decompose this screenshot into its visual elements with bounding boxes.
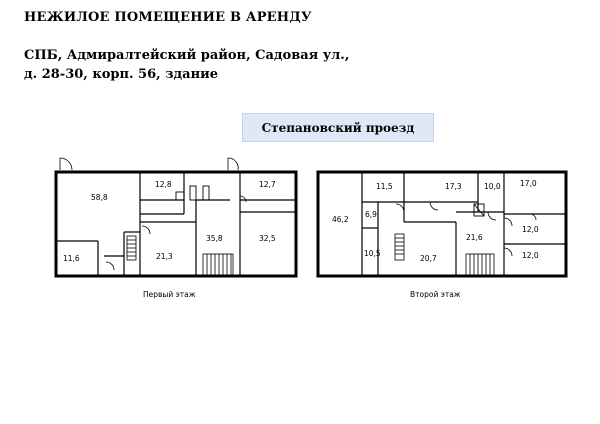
room-area-17-3: 17,3 [445, 182, 462, 191]
room-area-10-5: 10,5 [364, 249, 381, 258]
room-area-21-6: 21,6 [466, 233, 483, 242]
room-area-10-0: 10,0 [484, 182, 501, 191]
address-line-2: д. 28-30, корп. 56, здание [24, 67, 219, 82]
second-floor-room-labels [332, 179, 539, 263]
second-floor-caption: Второй этаж [410, 290, 461, 299]
room-area-32-5: 32,5 [259, 234, 276, 243]
room-area-12-0-lower: 12,0 [522, 251, 539, 260]
room-area-11-5: 11,5 [376, 182, 393, 191]
room-area-35-8: 35,8 [206, 234, 223, 243]
room-area-21-3: 21,3 [156, 252, 173, 261]
room-area-46-2: 46,2 [332, 215, 349, 224]
room-area-11-6: 11,6 [63, 254, 80, 263]
address-line-1: СПБ, Адмиралтейский район, Садовая ул., [24, 48, 350, 63]
room-area-12-7: 12,7 [259, 180, 276, 189]
room-area-20-7: 20,7 [420, 254, 437, 263]
room-area-12-8: 12,8 [155, 180, 172, 189]
room-area-6-9: 6,9 [365, 210, 377, 219]
room-area-17-0: 17,0 [520, 179, 537, 188]
room-area-58-8: 58,8 [91, 193, 108, 202]
page-title: НЕЖИЛОЕ ПОМЕЩЕНИЕ В АРЕНДУ [24, 10, 312, 25]
room-area-12-0-upper: 12,0 [522, 225, 539, 234]
street-name: Степановский проезд [261, 120, 415, 135]
first-floor-caption: Первый этаж [143, 290, 196, 299]
first-floor-plan [56, 158, 296, 276]
